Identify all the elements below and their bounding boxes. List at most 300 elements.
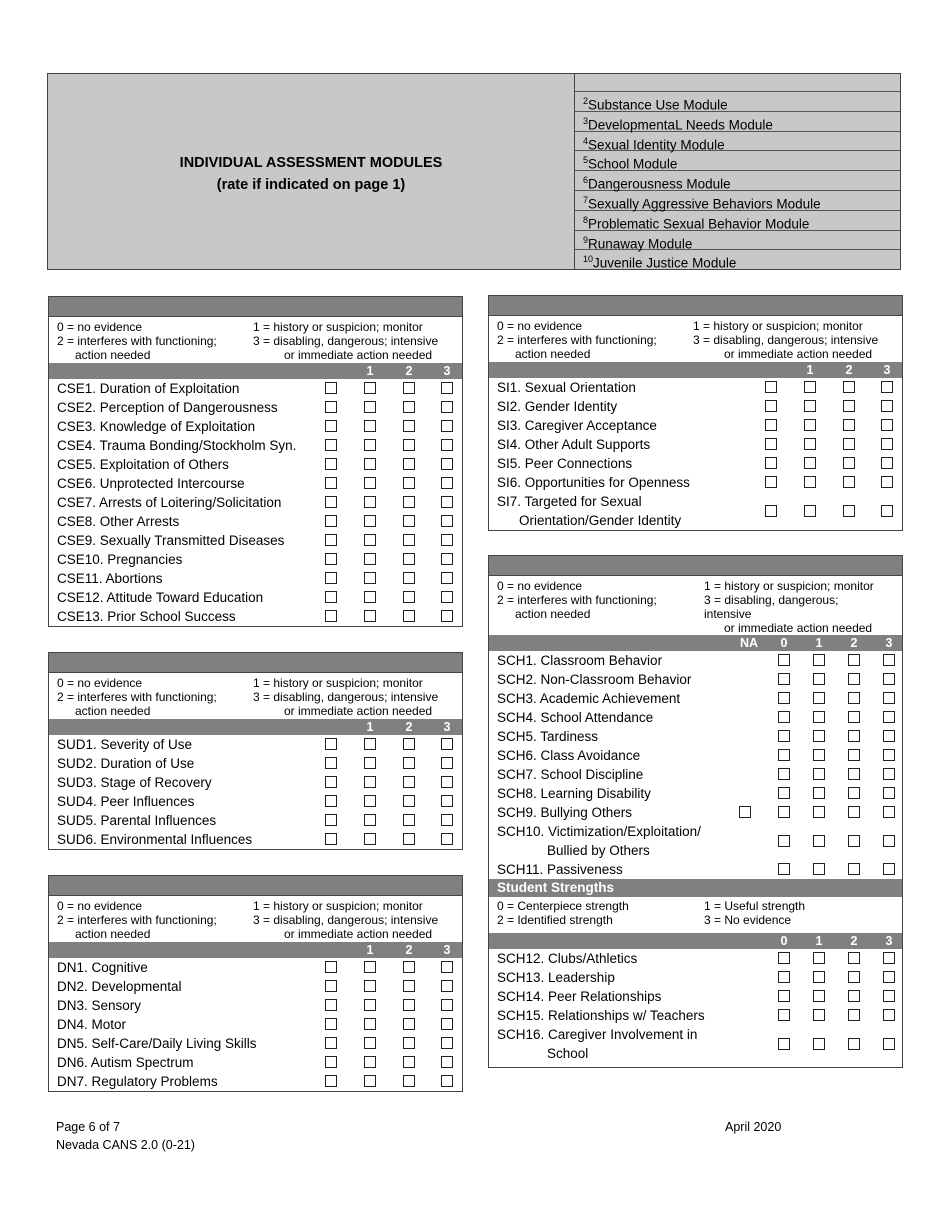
- item-label: SI2. Gender Identity: [497, 399, 618, 414]
- rating-checkbox-2[interactable]: [843, 381, 855, 393]
- rating-checkbox-3[interactable]: [883, 768, 895, 780]
- rating-checkbox-3[interactable]: [441, 1056, 453, 1068]
- item-label: CSE12. Attitude Toward Education: [57, 590, 264, 605]
- rating-checkbox-3[interactable]: [441, 553, 453, 565]
- rating-checkbox-2[interactable]: [848, 1038, 860, 1050]
- item-label: SCH6. Class Avoidance: [497, 748, 641, 763]
- item-label: CSE11. Abortions: [57, 571, 163, 586]
- rating-checkbox-1[interactable]: [364, 439, 376, 451]
- rating-checkbox-3[interactable]: [883, 730, 895, 742]
- rating-checkbox-0[interactable]: [325, 572, 337, 584]
- list-item: [49, 811, 462, 830]
- rating-checkbox-1[interactable]: [813, 654, 825, 666]
- rating-checkbox-2[interactable]: [403, 1018, 415, 1030]
- rating-checkbox-1[interactable]: [364, 814, 376, 826]
- rating-checkbox-3[interactable]: [883, 711, 895, 723]
- rating-checkbox-1[interactable]: [364, 496, 376, 508]
- list-item: [489, 765, 902, 784]
- scale-3: 3: [885, 934, 893, 948]
- rating-checkbox-2[interactable]: [403, 401, 415, 413]
- rating-checkbox-1[interactable]: [364, 591, 376, 603]
- page-number: Page 6 of 7: [56, 1120, 120, 1134]
- strength-legend: 0 = Centerpiece strength 2 = Identified strength 1 = Useful strength 3 = No evidence: [497, 899, 806, 927]
- rating-checkbox-3[interactable]: [883, 749, 895, 761]
- item-label: SCH5. Tardiness: [497, 729, 599, 744]
- rating-checkbox-2[interactable]: [403, 961, 415, 973]
- rating-checkbox-1[interactable]: [364, 572, 376, 584]
- item-label: SCH12. Clubs/Athletics: [497, 951, 638, 966]
- rating-checkbox-2[interactable]: [403, 496, 415, 508]
- rating-checkbox-1[interactable]: [364, 1075, 376, 1087]
- rating-checkbox-0[interactable]: [778, 990, 790, 1002]
- rating-checkbox-0[interactable]: [778, 673, 790, 685]
- item-label: SCH4. School Attendance: [497, 710, 654, 725]
- rating-checkbox-2[interactable]: [848, 971, 860, 983]
- rating-checkbox-3[interactable]: [441, 420, 453, 432]
- rating-checkbox-1[interactable]: [364, 458, 376, 470]
- rating-checkbox-1[interactable]: [813, 711, 825, 723]
- list-item: [49, 455, 462, 474]
- list-item: [489, 1006, 902, 1025]
- rating-checkbox-1[interactable]: [813, 787, 825, 799]
- rating-checkbox-2[interactable]: [403, 534, 415, 546]
- rating-checkbox-2[interactable]: [848, 711, 860, 723]
- module-item: $^3$DevelopmentaL Needs Module: [575, 112, 900, 132]
- sch-scale-header: [489, 635, 902, 651]
- rating-checkbox-3[interactable]: [441, 572, 453, 584]
- rating-checkbox-3[interactable]: [441, 439, 453, 451]
- rating-checkbox-0[interactable]: [765, 476, 777, 488]
- rating-checkbox-3[interactable]: [441, 401, 453, 413]
- list-item: [489, 727, 902, 746]
- rating-checkbox-1[interactable]: [364, 833, 376, 845]
- rating-checkbox-3[interactable]: [883, 654, 895, 666]
- item-label: SCH15. Relationships w/ Teachers: [497, 1008, 705, 1023]
- footer-left: [56, 1118, 195, 1154]
- item-label: SCH8. Learning Disability: [497, 786, 651, 801]
- rating-checkbox-3[interactable]: [883, 806, 895, 818]
- scale-2: 2: [845, 363, 853, 377]
- rating-checkbox-3[interactable]: [881, 438, 893, 450]
- rating-checkbox-0[interactable]: [325, 1075, 337, 1087]
- rating-checkbox-2[interactable]: [848, 806, 860, 818]
- rating-checkbox-3[interactable]: [441, 738, 453, 750]
- item-label: SUD2. Duration of Use: [57, 756, 195, 771]
- item-label: SI3. Caregiver Acceptance: [497, 418, 657, 433]
- rating-checkbox-1[interactable]: [813, 990, 825, 1002]
- item-label: SCH3. Academic Achievement: [497, 691, 681, 706]
- rating-checkbox-2[interactable]: [403, 477, 415, 489]
- rating-checkbox-2[interactable]: [848, 692, 860, 704]
- dn-scale-header: [49, 942, 462, 958]
- item-label: SI1. Sexual Orientation: [497, 380, 636, 395]
- rating-checkbox-0[interactable]: [325, 738, 337, 750]
- page-title: INDIVIDUAL ASSESSMENT MODULES (rate if indicated on page 1): [179, 155, 443, 193]
- rating-checkbox-3[interactable]: [441, 515, 453, 527]
- rating-checkbox-2[interactable]: [403, 458, 415, 470]
- rating-checkbox-1[interactable]: [813, 692, 825, 704]
- rating-checkbox-2[interactable]: [843, 419, 855, 431]
- rating-checkbox-3[interactable]: [441, 382, 453, 394]
- rating-checkbox-3[interactable]: [883, 787, 895, 799]
- list-item: [49, 830, 462, 849]
- rating-checkbox-2[interactable]: [403, 814, 415, 826]
- rating-checkbox-3[interactable]: [441, 496, 453, 508]
- rating-checkbox-0[interactable]: [325, 515, 337, 527]
- rating-checkbox-0[interactable]: [325, 401, 337, 413]
- rating-checkbox-0[interactable]: [325, 382, 337, 394]
- rating-checkbox-1[interactable]: [813, 971, 825, 983]
- rating-checkbox-1[interactable]: [813, 835, 825, 847]
- rating-checkbox-0[interactable]: [325, 610, 337, 622]
- list-item: [49, 417, 462, 436]
- rating-checkbox-1[interactable]: [364, 553, 376, 565]
- list-item: [49, 1053, 462, 1072]
- rating-checkbox-1[interactable]: [813, 768, 825, 780]
- rating-checkbox-2[interactable]: [848, 654, 860, 666]
- rating-checkbox-3[interactable]: [441, 1075, 453, 1087]
- student-strengths-header: Student Strengths: [489, 879, 902, 897]
- rating-checkbox-3[interactable]: [441, 534, 453, 546]
- rating-checkbox-2[interactable]: [403, 795, 415, 807]
- rating-checkbox-3[interactable]: [441, 591, 453, 603]
- rating-checkbox-1[interactable]: [364, 515, 376, 527]
- item-label: SCH13. Leadership: [497, 970, 615, 985]
- rating-checkbox-0[interactable]: [325, 1018, 337, 1030]
- item-label: SCH1. Classroom Behavior: [497, 653, 663, 668]
- scale-3: 3: [883, 363, 891, 377]
- list-item: [49, 569, 462, 588]
- sud-section-header: [49, 653, 462, 673]
- rating-checkbox-0[interactable]: [325, 439, 337, 451]
- rating-checkbox-1[interactable]: [813, 730, 825, 742]
- rating-checkbox-3[interactable]: [883, 1009, 895, 1021]
- rating-checkbox-1[interactable]: [364, 1018, 376, 1030]
- cse-section: [48, 296, 463, 627]
- rating-checkbox-1[interactable]: [804, 476, 816, 488]
- rating-checkbox-0[interactable]: [765, 457, 777, 469]
- rating-checkbox-1[interactable]: [813, 1009, 825, 1021]
- item-label: DN6. Autism Spectrum: [57, 1055, 194, 1070]
- rating-checkbox-0[interactable]: [778, 1038, 790, 1050]
- list-item: [489, 651, 902, 670]
- si-section-header: [489, 296, 902, 316]
- rating-checkbox-2[interactable]: [848, 673, 860, 685]
- rating-checkbox-1[interactable]: [804, 381, 816, 393]
- rating-checkbox-3[interactable]: [441, 833, 453, 845]
- rating-checkbox-2[interactable]: [403, 420, 415, 432]
- rating-checkbox-0[interactable]: [778, 654, 790, 666]
- rating-checkbox-3[interactable]: [881, 505, 893, 517]
- rating-checkbox-3[interactable]: [441, 757, 453, 769]
- list-item: [489, 968, 902, 987]
- rating-checkbox-3[interactable]: [441, 477, 453, 489]
- module-list: [574, 74, 900, 269]
- list-item: [489, 689, 902, 708]
- list-item: SI7. Targeted for Sexual Orientation/Gender Identity: [489, 492, 902, 530]
- rating-checkbox-0[interactable]: [778, 835, 790, 847]
- rating-checkbox-2[interactable]: [403, 572, 415, 584]
- rating-checkbox-1[interactable]: [813, 863, 825, 875]
- item-label: CSE6. Unprotected Intercourse: [57, 476, 245, 491]
- rating-checkbox-0[interactable]: [325, 814, 337, 826]
- rating-checkbox-na[interactable]: [739, 806, 751, 818]
- list-item: [489, 454, 902, 473]
- item-label: CSE4. Trauma Bonding/Stockholm Syn.: [57, 438, 297, 453]
- list-item: [49, 754, 462, 773]
- dn-legend: 0 = no evidence 2 = interferes with functioning; action needed 1 = history or suspicion; monitor 3 = disabling, dangerous; intensive or immediate action needed: [57, 899, 439, 941]
- rating-checkbox-1[interactable]: [364, 795, 376, 807]
- rating-checkbox-3[interactable]: [883, 863, 895, 875]
- item-label: SUD5. Parental Influences: [57, 813, 217, 828]
- list-item: [49, 1072, 462, 1091]
- rating-checkbox-0[interactable]: [778, 1009, 790, 1021]
- rating-checkbox-0[interactable]: [778, 711, 790, 723]
- module-item: $^9$Runaway Module: [575, 231, 900, 251]
- rating-checkbox-0[interactable]: [325, 420, 337, 432]
- scale-3: 3: [443, 364, 451, 378]
- rating-checkbox-1[interactable]: [364, 401, 376, 413]
- item-label: SI5. Peer Connections: [497, 456, 633, 471]
- rating-checkbox-1[interactable]: [804, 400, 816, 412]
- rating-checkbox-3[interactable]: [883, 990, 895, 1002]
- rating-checkbox-2[interactable]: [848, 730, 860, 742]
- rating-checkbox-3[interactable]: [881, 476, 893, 488]
- rating-checkbox-2[interactable]: [848, 863, 860, 875]
- rating-checkbox-0[interactable]: [325, 534, 337, 546]
- rating-checkbox-0[interactable]: [778, 768, 790, 780]
- list-item: [49, 607, 462, 626]
- rating-checkbox-2[interactable]: [848, 952, 860, 964]
- rating-checkbox-2[interactable]: [843, 400, 855, 412]
- list-item: [489, 416, 902, 435]
- rating-checkbox-0[interactable]: [325, 757, 337, 769]
- rating-checkbox-2[interactable]: [848, 1009, 860, 1021]
- rating-checkbox-0[interactable]: [325, 496, 337, 508]
- rating-checkbox-0[interactable]: [778, 749, 790, 761]
- rating-checkbox-2[interactable]: [403, 610, 415, 622]
- module-item: $^7$Sexually Aggressive Behaviors Module: [575, 191, 900, 211]
- rating-checkbox-2[interactable]: [848, 835, 860, 847]
- rating-checkbox-0[interactable]: [325, 961, 337, 973]
- rating-checkbox-0[interactable]: [778, 863, 790, 875]
- rating-checkbox-0[interactable]: [325, 1056, 337, 1068]
- rating-checkbox-1[interactable]: [813, 1038, 825, 1050]
- list-item: [49, 773, 462, 792]
- rating-checkbox-0[interactable]: [325, 980, 337, 992]
- rating-checkbox-1[interactable]: [364, 420, 376, 432]
- rating-checkbox-3[interactable]: [441, 795, 453, 807]
- rating-checkbox-1[interactable]: [364, 980, 376, 992]
- rating-checkbox-1[interactable]: [364, 757, 376, 769]
- rating-checkbox-3[interactable]: [441, 999, 453, 1011]
- rating-checkbox-0[interactable]: [765, 400, 777, 412]
- rating-checkbox-3[interactable]: [441, 961, 453, 973]
- rating-checkbox-3[interactable]: [881, 457, 893, 469]
- rating-checkbox-1[interactable]: [364, 1037, 376, 1049]
- cse-legend: 0 = no evidence 2 = interferes with functioning; action needed 1 = history or suspicion; monitor 3 = disabling, dangerous; intensive or immediate action needed: [57, 320, 439, 362]
- rating-checkbox-3[interactable]: [881, 381, 893, 393]
- rating-checkbox-2[interactable]: [843, 438, 855, 450]
- item-label: SCH7. School Discipline: [497, 767, 644, 782]
- rating-checkbox-3[interactable]: [883, 971, 895, 983]
- rating-checkbox-0[interactable]: [325, 458, 337, 470]
- module-item: $^{10}$Juvenile Justice Module: [583, 254, 737, 271]
- rating-checkbox-2[interactable]: [403, 776, 415, 788]
- item-label: CSE3. Knowledge of Exploitation: [57, 419, 256, 434]
- rating-checkbox-1[interactable]: [804, 457, 816, 469]
- si-section: [488, 295, 903, 531]
- sud-section: [48, 652, 463, 850]
- si-legend: 0 = no evidence 2 = interferes with functioning; action needed 1 = history or suspicion; monitor 3 = disabling, dangerous; intensive or immediate action needed: [497, 319, 879, 361]
- rating-checkbox-0[interactable]: [778, 806, 790, 818]
- rating-checkbox-0[interactable]: [765, 438, 777, 450]
- sch-section-header: [489, 556, 902, 576]
- item-label: SCH9. Bullying Others: [497, 805, 633, 820]
- rating-checkbox-1[interactable]: [364, 999, 376, 1011]
- scale-2: 2: [405, 720, 413, 734]
- list-item: [489, 803, 902, 822]
- list-item: [489, 670, 902, 689]
- item-label: DN3. Sensory: [57, 998, 142, 1013]
- list-item: [49, 398, 462, 417]
- rating-checkbox-3[interactable]: [881, 419, 893, 431]
- rating-checkbox-1[interactable]: [364, 776, 376, 788]
- list-item: [49, 531, 462, 550]
- rating-checkbox-2[interactable]: [403, 980, 415, 992]
- scale-1: 1: [815, 934, 823, 948]
- list-item: [489, 987, 902, 1006]
- rating-checkbox-2[interactable]: [403, 1056, 415, 1068]
- rating-checkbox-1[interactable]: [813, 952, 825, 964]
- rating-checkbox-3[interactable]: [883, 952, 895, 964]
- rating-checkbox-2[interactable]: [403, 553, 415, 565]
- rating-checkbox-0[interactable]: [778, 952, 790, 964]
- rating-checkbox-3[interactable]: [441, 814, 453, 826]
- rating-checkbox-1[interactable]: [364, 534, 376, 546]
- item-label: DN1. Cognitive: [57, 960, 148, 975]
- rating-checkbox-2[interactable]: [848, 768, 860, 780]
- rating-checkbox-2[interactable]: [848, 787, 860, 799]
- scale-2: 2: [850, 934, 858, 948]
- list-item: [49, 958, 462, 977]
- cse-scale-header: [49, 363, 462, 379]
- rating-checkbox-2[interactable]: [403, 1075, 415, 1087]
- rating-checkbox-2[interactable]: [403, 439, 415, 451]
- rating-checkbox-2[interactable]: [843, 505, 855, 517]
- rating-checkbox-2[interactable]: [403, 833, 415, 845]
- module-item: $^6$Dangerousness Module: [575, 171, 900, 191]
- rating-checkbox-2[interactable]: [403, 999, 415, 1011]
- rating-checkbox-2[interactable]: [848, 749, 860, 761]
- list-item: SCH11. Passiveness: [489, 860, 902, 879]
- rating-checkbox-0[interactable]: [778, 730, 790, 742]
- scale-1: 1: [806, 363, 814, 377]
- footer-date: April 2020: [725, 1120, 782, 1134]
- rating-checkbox-3[interactable]: [441, 610, 453, 622]
- rating-checkbox-1[interactable]: [804, 438, 816, 450]
- rating-checkbox-2[interactable]: [403, 757, 415, 769]
- rating-checkbox-0[interactable]: [765, 419, 777, 431]
- item-label: CSE10. Pregnancies: [57, 552, 183, 567]
- list-item: [489, 378, 902, 397]
- rating-checkbox-0[interactable]: [325, 591, 337, 603]
- item-label: SCH14. Peer Relationships: [497, 989, 662, 1004]
- list-item: [49, 588, 462, 607]
- scale-1: 1: [815, 636, 823, 650]
- list-item: [489, 949, 902, 968]
- rating-checkbox-3[interactable]: [441, 458, 453, 470]
- item-label: CSE13. Prior School Success: [57, 609, 236, 624]
- rating-checkbox-1[interactable]: [804, 419, 816, 431]
- rating-checkbox-2[interactable]: [843, 457, 855, 469]
- scale-na: NA: [739, 636, 759, 650]
- rating-checkbox-2[interactable]: [403, 1037, 415, 1049]
- rating-checkbox-3[interactable]: [441, 776, 453, 788]
- item-label: CSE1. Duration of Exploitation: [57, 381, 240, 396]
- rating-checkbox-3[interactable]: [883, 673, 895, 685]
- rating-checkbox-1[interactable]: [364, 610, 376, 622]
- rating-checkbox-1[interactable]: [364, 961, 376, 973]
- rating-checkbox-1[interactable]: [364, 382, 376, 394]
- item-label: SUD4. Peer Influences: [57, 794, 195, 809]
- rating-checkbox-0[interactable]: [765, 381, 777, 393]
- module-header: [47, 73, 901, 270]
- rating-checkbox-3[interactable]: [441, 1018, 453, 1030]
- rating-checkbox-0[interactable]: [325, 795, 337, 807]
- rating-checkbox-1[interactable]: [364, 1056, 376, 1068]
- rating-checkbox-1[interactable]: [813, 673, 825, 685]
- rating-checkbox-3[interactable]: [883, 692, 895, 704]
- rating-checkbox-0[interactable]: [765, 505, 777, 517]
- item-label: SUD1. Severity of Use: [57, 737, 193, 752]
- rating-checkbox-2[interactable]: [843, 476, 855, 488]
- rating-checkbox-1[interactable]: [813, 806, 825, 818]
- rating-checkbox-3[interactable]: [441, 1037, 453, 1049]
- list-item: [49, 735, 462, 754]
- rating-checkbox-1[interactable]: [813, 749, 825, 761]
- rating-checkbox-1[interactable]: [364, 477, 376, 489]
- rating-checkbox-0[interactable]: [778, 971, 790, 983]
- item-label: CSE8. Other Arrests: [57, 514, 180, 529]
- list-item: [489, 435, 902, 454]
- rating-checkbox-3[interactable]: [883, 835, 895, 847]
- list-item: [489, 746, 902, 765]
- rating-checkbox-2[interactable]: [848, 990, 860, 1002]
- list-item: [49, 379, 462, 398]
- rating-checkbox-1[interactable]: [804, 505, 816, 517]
- rating-checkbox-0[interactable]: [778, 787, 790, 799]
- scale-1: 1: [366, 364, 374, 378]
- rating-checkbox-2[interactable]: [403, 515, 415, 527]
- rating-checkbox-0[interactable]: [325, 999, 337, 1011]
- rating-checkbox-1[interactable]: [364, 738, 376, 750]
- rating-checkbox-3[interactable]: [883, 1038, 895, 1050]
- strength-scale-header: [489, 933, 902, 949]
- rating-checkbox-2[interactable]: [403, 382, 415, 394]
- rating-checkbox-0[interactable]: [325, 833, 337, 845]
- rating-checkbox-0[interactable]: [325, 553, 337, 565]
- rating-checkbox-2[interactable]: [403, 738, 415, 750]
- rating-checkbox-0[interactable]: [778, 692, 790, 704]
- rating-checkbox-0[interactable]: [325, 477, 337, 489]
- rating-checkbox-0[interactable]: [325, 1037, 337, 1049]
- scale-2: 2: [405, 943, 413, 957]
- rating-checkbox-2[interactable]: [403, 591, 415, 603]
- rating-checkbox-0[interactable]: [325, 776, 337, 788]
- rating-checkbox-3[interactable]: [881, 400, 893, 412]
- rating-checkbox-3[interactable]: [441, 980, 453, 992]
